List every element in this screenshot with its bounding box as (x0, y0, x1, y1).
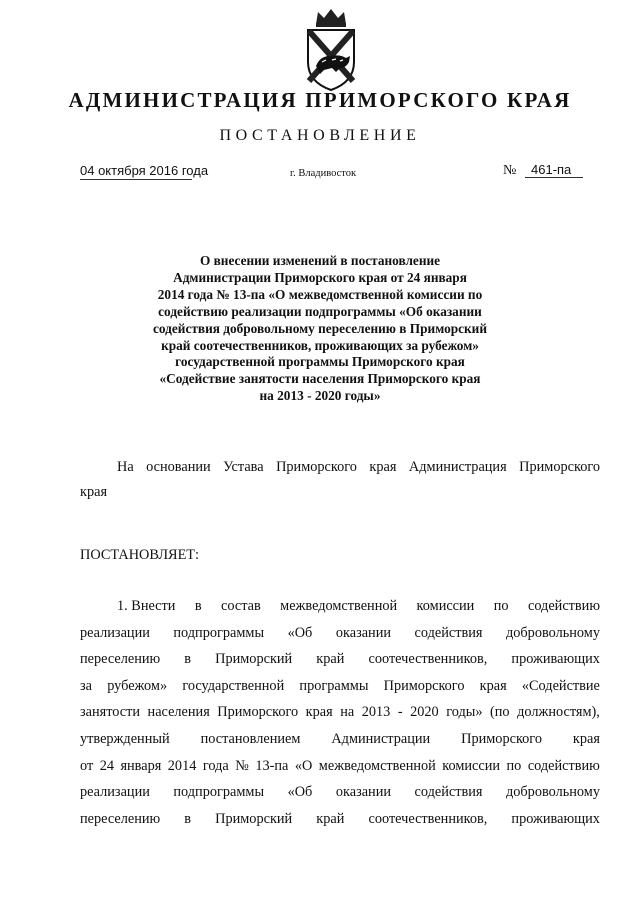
word: в (184, 810, 192, 827)
word: «О (294, 757, 313, 774)
word: 1. Внести (117, 598, 176, 614)
word: соотечественников, (368, 810, 488, 827)
word: Администрация (408, 459, 507, 475)
heading-line: 2014 года № 13-па «О межведомственной комиссии по (157, 286, 483, 302)
body-paragraph (80, 593, 600, 832)
word: реализации (80, 784, 150, 801)
word: от (80, 757, 94, 774)
word: занятости (80, 704, 141, 721)
word: рубежом» (107, 677, 168, 694)
word: проживающих (511, 651, 600, 668)
word: оказании (335, 784, 392, 801)
word: населения (147, 704, 210, 721)
word: комиссии (442, 757, 501, 774)
word: края (305, 704, 333, 721)
word: соотечественников, (368, 651, 488, 668)
word: межведомственной (280, 598, 398, 614)
word: утвержденный (80, 730, 170, 747)
word: На (117, 459, 134, 475)
coat-of-arms-icon (296, 6, 366, 94)
word: состав (221, 598, 261, 614)
word: содействия (414, 784, 483, 801)
body-line (80, 699, 600, 726)
word: 2020 (410, 704, 439, 721)
word: переселению (80, 651, 161, 668)
word: программы (299, 677, 369, 694)
word: Приморский (215, 810, 293, 827)
word: Приморского (217, 704, 299, 721)
number-value: 461-па (525, 162, 583, 178)
body-line (80, 806, 600, 833)
decree-word: ПОСТАНОВЛЯЕТ: (80, 547, 200, 563)
word: Приморского (461, 730, 542, 747)
word: добровольному (505, 784, 600, 801)
heading-line: на 2013 - 2020 годы» (259, 388, 381, 404)
body-line (80, 779, 600, 806)
word: должностям), (517, 704, 600, 721)
word: проживающих (511, 810, 600, 827)
word: по (506, 757, 522, 774)
word: № (235, 757, 249, 774)
heading-line: содействию реализации подпрограммы «Об оказании (158, 303, 482, 319)
word: года (202, 757, 229, 774)
word: в (194, 598, 202, 614)
word: содействия (414, 624, 483, 641)
body-line (80, 753, 600, 780)
word: 13-па (255, 757, 289, 774)
word: государственной (182, 677, 285, 694)
word: по (493, 598, 509, 614)
word: 2014 (167, 757, 197, 774)
word: - (397, 704, 403, 721)
word: 24 (99, 757, 114, 774)
document-city: г. Владивосток (290, 168, 357, 179)
word: (по (490, 704, 510, 721)
document-heading (0, 253, 640, 405)
document-date: 04 октября 2016 года (80, 163, 209, 178)
heading-line: О внесении изменений в постановление (199, 253, 441, 268)
document-number (503, 162, 587, 179)
word: Приморского (276, 459, 357, 475)
word: Приморского (383, 677, 465, 694)
body-line (80, 726, 600, 753)
word: основании (146, 459, 211, 475)
word: Приморский (215, 651, 293, 668)
word: межведомственной (318, 757, 436, 774)
word: годы» (446, 704, 483, 721)
heading-line: Администрации Приморского края от 24 января (173, 269, 467, 285)
word: край (316, 651, 345, 668)
word: комиссии (416, 598, 475, 614)
word: края (369, 459, 397, 475)
body-line (80, 620, 600, 647)
word: «Содействие (521, 677, 600, 694)
document-type: ПОСТАНОВЛЕНИЕ (219, 127, 421, 144)
basis-paragraph (80, 455, 600, 505)
basis-line (80, 455, 600, 480)
word: в (184, 651, 192, 668)
word: «Об (287, 784, 313, 801)
word: Устава (223, 459, 264, 475)
basis-line: края (80, 484, 108, 500)
word: реализации (80, 624, 150, 641)
organization-title: АДМИНИСТРАЦИЯ ПРИМОРСКОГО КРАЯ (68, 88, 572, 112)
word: края (572, 730, 600, 747)
word: «Об (287, 624, 313, 641)
word: Приморского (519, 459, 600, 475)
word: на (340, 704, 355, 721)
word: подпрограммы (173, 784, 265, 801)
body-line (80, 673, 600, 700)
word: Администрации (331, 730, 431, 747)
word: января (120, 757, 162, 774)
body-line (80, 593, 600, 620)
body-line (80, 646, 600, 673)
word: край (316, 810, 345, 827)
word: переселению (80, 810, 161, 827)
heading-line: «Содействие занятости населения Приморского края (159, 371, 481, 387)
heading-line: содействия добровольному переселению в Приморский (153, 320, 487, 336)
word: за (80, 677, 92, 694)
word: оказании (335, 624, 392, 641)
heading-line: край соотечественников, проживающих за рубежом» (161, 337, 479, 353)
word: добровольному (505, 624, 600, 641)
number-sign: № (503, 163, 517, 178)
word: содействию (527, 598, 600, 614)
word: края (479, 677, 507, 694)
word: 2013 (361, 704, 391, 721)
word: постановлением (200, 730, 301, 747)
word: содействию (527, 757, 600, 774)
word: подпрограммы (173, 624, 265, 641)
heading-line: государственной программы Приморского края (175, 354, 465, 370)
